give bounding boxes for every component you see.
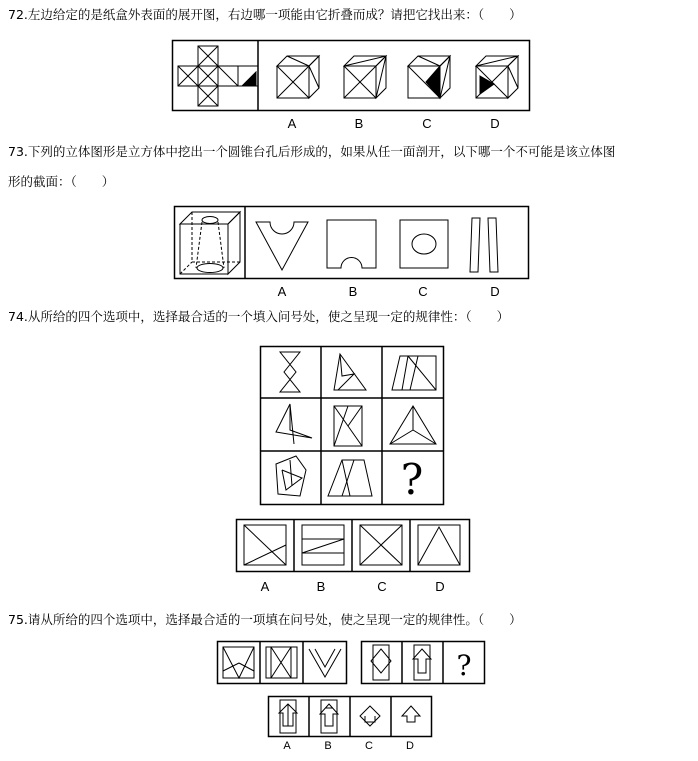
q74-cell-7 <box>276 456 306 496</box>
q73-figure <box>174 206 529 279</box>
q74-label-a: A <box>260 579 270 594</box>
q74-option-b <box>302 525 344 565</box>
q75-label-b: B <box>324 740 332 752</box>
q74-cell-3 <box>392 356 436 390</box>
q74-grid <box>260 346 444 506</box>
q75-right-cell-1 <box>371 645 391 680</box>
question-73-line1: 73.下列的立体图形是立方体中挖出一个圆锥台孔后形成的，如果从任一面剖开，以下哪一个不可能是该立体图 <box>8 144 616 159</box>
q74-cell-4 <box>276 404 312 444</box>
q73-option-b <box>327 220 376 268</box>
q74-option-c <box>360 525 402 565</box>
q74-label-c: C <box>377 579 387 594</box>
q73-label-a: A <box>277 284 287 299</box>
q75-label-a: A <box>283 740 291 752</box>
question-73-line2: 形的截面：（ ） <box>8 174 115 189</box>
q73-cube <box>180 212 240 274</box>
q74-question-mark: ? <box>400 455 424 504</box>
q73-label-d: D <box>490 284 500 299</box>
q72-option-b <box>344 56 386 98</box>
q75-left-cell-3 <box>309 649 341 677</box>
q73-option-c <box>400 220 448 268</box>
q72-label-a: A <box>287 116 297 131</box>
q75-option-d <box>402 706 420 722</box>
q72-net <box>178 46 258 106</box>
q72-option-c <box>408 56 450 98</box>
q72-figure <box>172 40 530 112</box>
q74-label-b: B <box>316 579 326 594</box>
q74-options <box>236 519 470 573</box>
q72-option-a <box>277 56 319 98</box>
q75-left-cell-2 <box>266 647 297 678</box>
q72-label-d: D <box>490 116 500 131</box>
q72-label-c: C <box>422 116 432 131</box>
q74-option-a <box>244 525 286 565</box>
q74-label-d: D <box>435 579 445 594</box>
q73-label-c: C <box>418 284 428 299</box>
q74-cell-5 <box>334 406 362 446</box>
q75-left-cell-1 <box>223 647 254 678</box>
q72-option-d <box>476 56 518 98</box>
q75-figure-left <box>217 641 347 685</box>
question-74-text: 74.从所给的四个选项中，选择最合适的一个填入问号处，使之呈现一定的规律性：（ ） <box>8 309 510 324</box>
question-75-text: 75.请从所给的四个选项中，选择最合适的一项填在问号处，使之呈现一定的规律性。（ ） <box>8 612 522 627</box>
q75-option-c <box>360 706 380 726</box>
question-72-text: 72.左边给定的是纸盒外表面的展开图，右边哪一项能由它折叠而成？请把它找出来：（ ） <box>8 7 522 22</box>
q75-label-c: C <box>365 740 373 752</box>
q75-question-mark: ? <box>456 649 472 682</box>
q75-figure-right <box>361 641 485 685</box>
q74-option-d <box>418 525 460 565</box>
q73-label-b: B <box>348 284 358 299</box>
q75-label-d: D <box>406 740 414 752</box>
q75-options <box>268 696 432 738</box>
q74-cell-8 <box>328 460 372 496</box>
q72-label-b: B <box>354 116 364 131</box>
q74-cell-2 <box>334 354 366 390</box>
q73-option-d <box>470 218 498 272</box>
q75-option-b <box>320 700 338 733</box>
q73-option-a <box>256 222 308 270</box>
q74-cell-6 <box>390 406 436 444</box>
q74-cell-1 <box>280 352 300 392</box>
q75-right-cell-2 <box>413 645 431 680</box>
q75-option-a <box>279 700 297 733</box>
